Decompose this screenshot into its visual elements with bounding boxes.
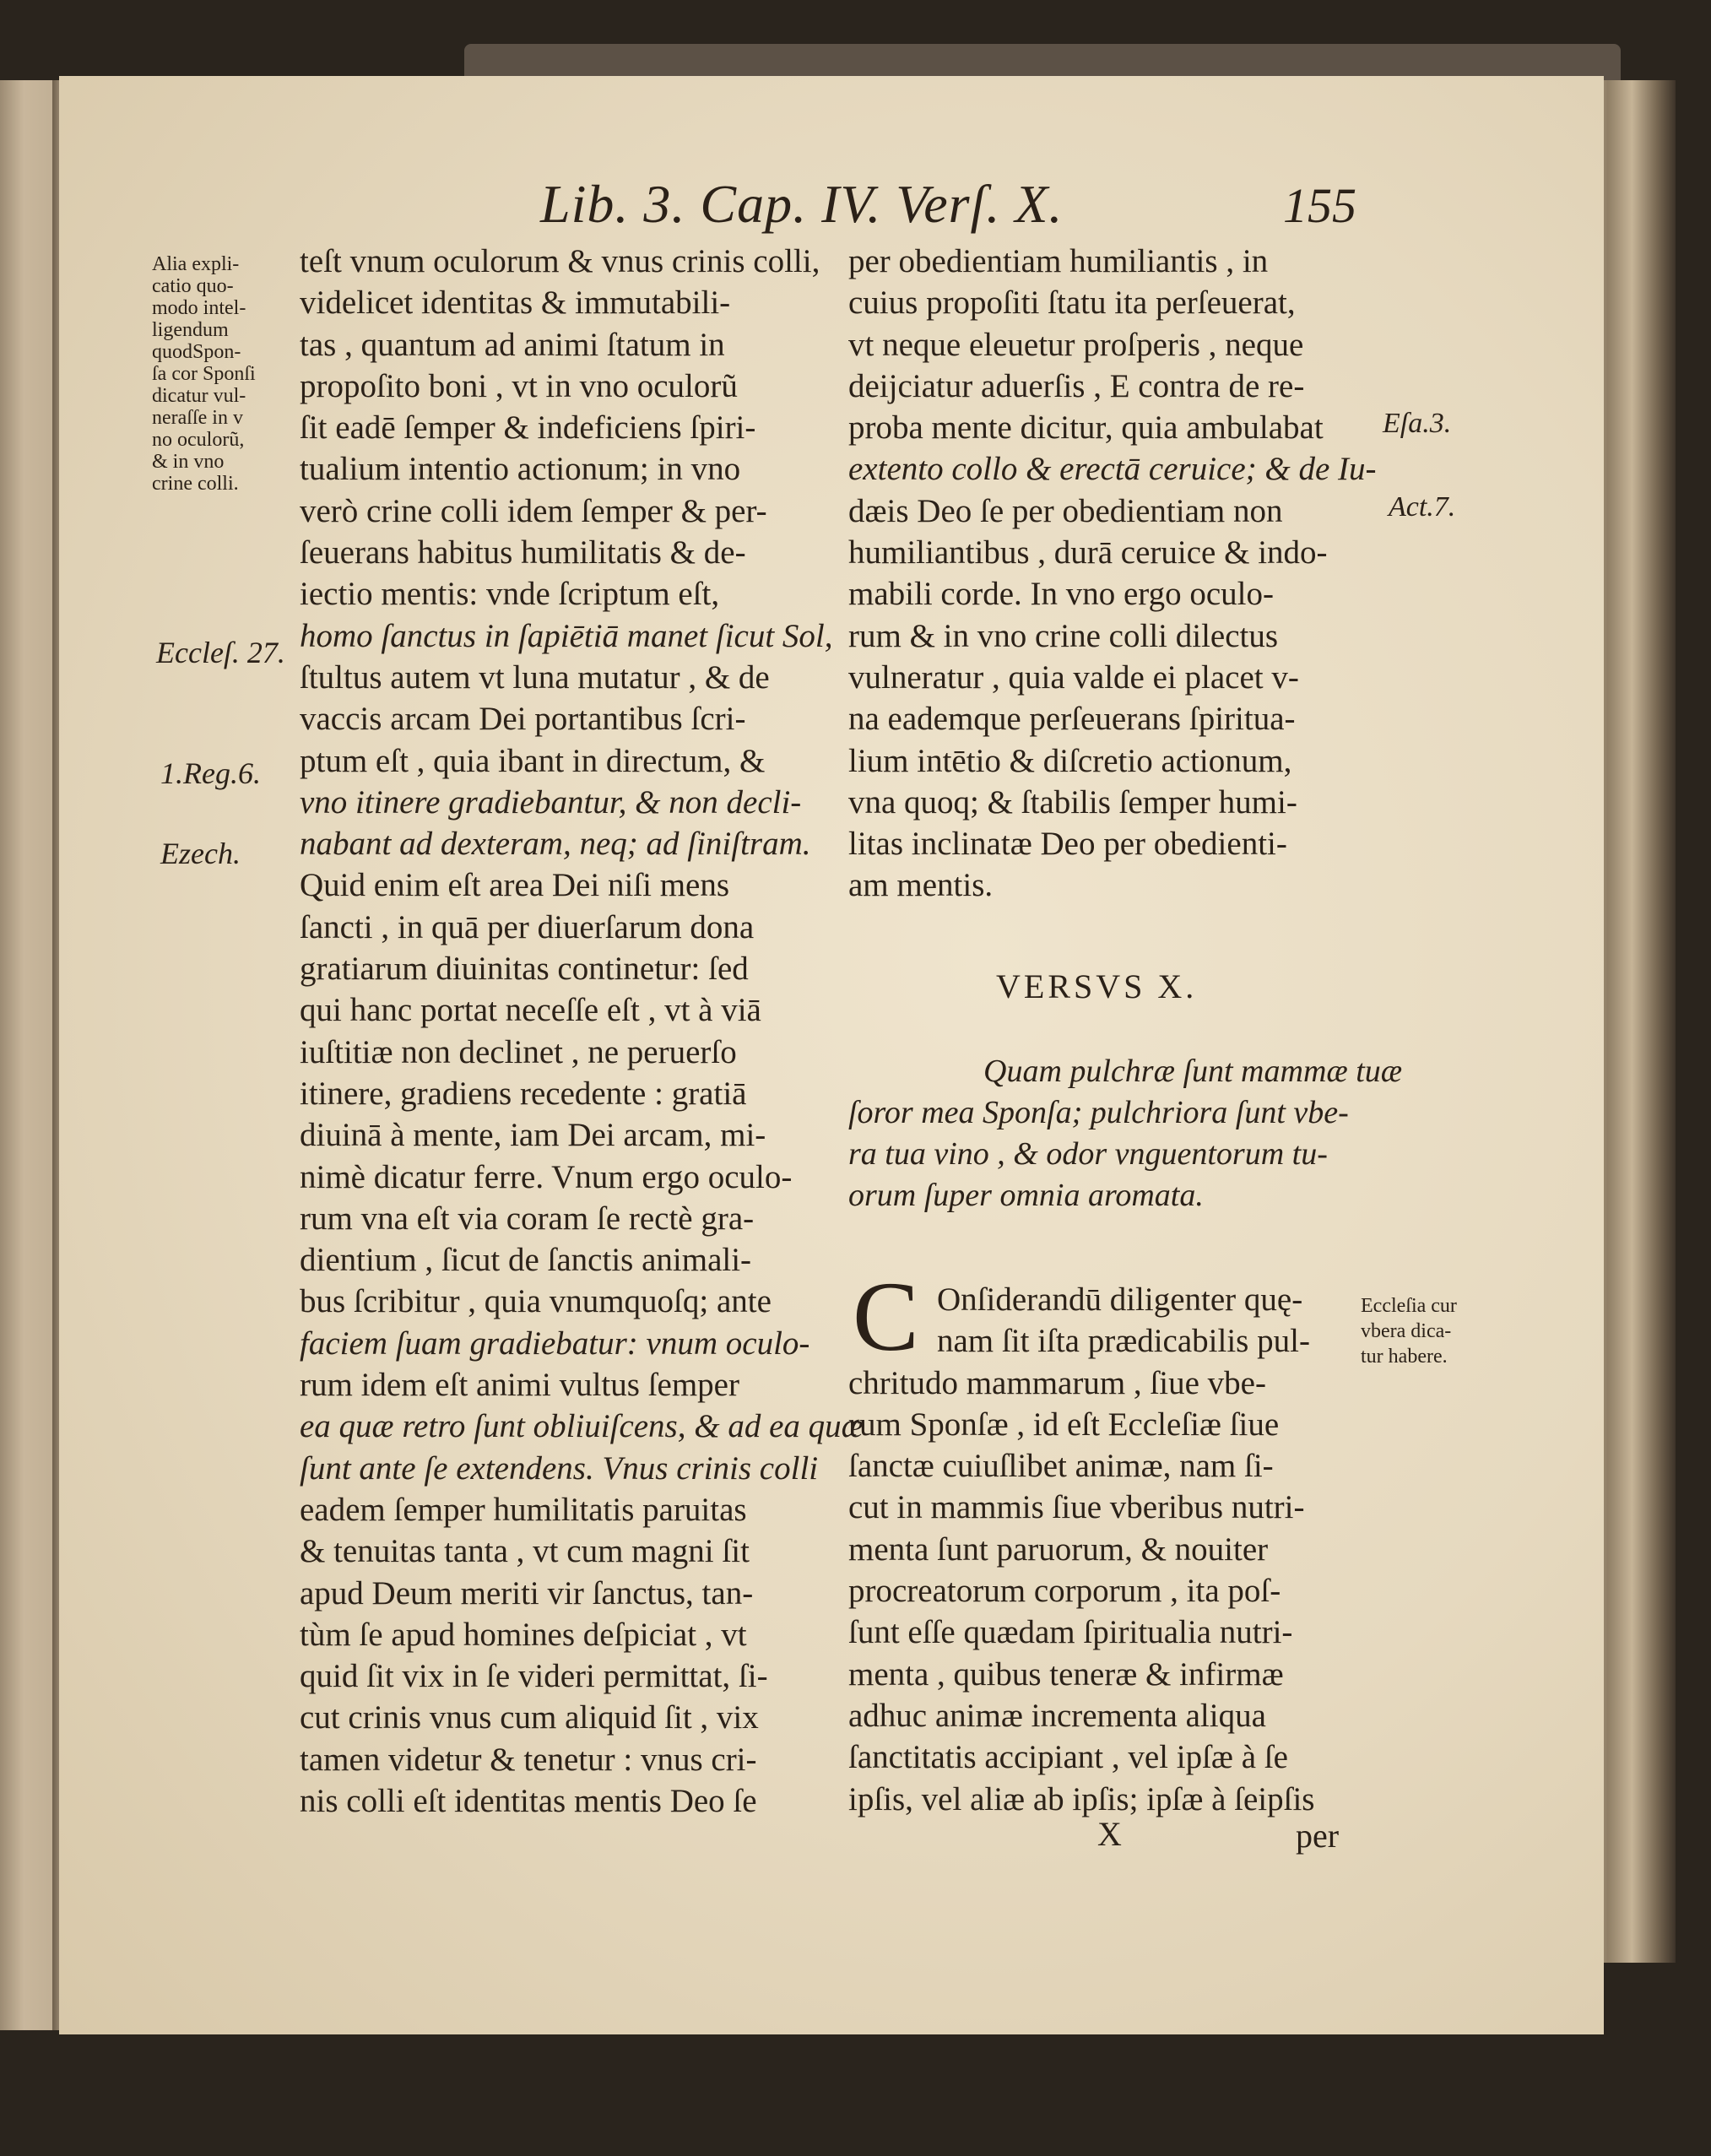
signature-mark: X [1097,1815,1122,1853]
text-line: ſunt ante ſe extendens. Vnus crinis colli [300,1449,819,1487]
text-line: ſancti , in quā per diuerſarum dona [300,908,755,945]
drop-cap: C [853,1261,919,1372]
margin-note-ecclesia: Eccleſia cur vbera dica- tur habere. [1361,1295,1457,1368]
margin-ref-eccles: Eccleſ. 27. [156,636,285,669]
text-line: cut crinis vnus cum aliquid ſit , vix [300,1699,759,1736]
text-line: & tenuitas tanta , vt cum magni ſit [300,1533,750,1570]
text-line: ſit eadē ſemper & indeficiens ſpiri- [300,409,756,447]
text-line: proba mente dicitur, quia ambulabat [848,409,1324,447]
text-line: itinere, gradiens recedente : gratiā [300,1075,747,1112]
text-line: lium intētio & diſcretio actionum, [848,742,1292,779]
verse-text [848,1051,1402,1216]
text-line: diuinā à mente, iam Dei arcam, mi- [300,1117,766,1154]
text-line: nam ſit iſta prædicabilis pul- [937,1323,1310,1360]
text-line: per obedientiam humiliantis , in [848,243,1269,279]
text-line: vna quoq; & ſtabilis ſemper humi- [848,783,1297,821]
text-line: litas inclinatæ Deo per obedienti- [848,826,1287,863]
text-line: cut in mammis ſiue vberibus nutri- [848,1489,1305,1526]
text-line: bus ſcribitur , quia vnumquoſq; ante [300,1283,772,1320]
text-line: mabili corde. In vno ergo oculo- [848,576,1274,613]
text-line: menta ſunt paruorum, & nouiter [848,1530,1269,1568]
text-line: extento collo & erectā ceruice; & de Iu- [848,451,1377,488]
verse-line: ra tua vino , & odor vnguentorum tu- [848,1136,1328,1172]
text-line: apud Deum meriti vir ſanctus, tan- [300,1574,754,1612]
text-line: iectio mentis: vnde ſcriptum eſt, [300,576,720,613]
text-line: deijciatur aduerſis , E contra de re- [848,367,1305,404]
text-line: rum Sponſæ , id eſt Eccleſiæ ſiue [848,1406,1280,1443]
text-line: procreatorum corporum , ita poſ- [848,1573,1281,1610]
margin-ref-act: Act.7. [1389,491,1456,523]
text-line: verò crine colli idem ſemper & per- [300,492,767,529]
margin-ref-reg: 1.Reg.6. [160,756,261,790]
text-line: chritudo mammarum , ſiue vbe- [848,1364,1266,1401]
text-line: ſanctitatis accipiant , vel ipſæ à ſe [848,1739,1288,1776]
text-line: vaccis arcam Dei portantibus ſcri- [300,701,746,738]
section-heading: VERSVS X. [996,967,1198,1005]
right-text-column [848,241,1376,907]
text-line: nimè dicatur ferre. Vnum ergo oculo- [300,1158,793,1195]
text-line: teſt vnum oculorum & vnus crinis colli, [300,243,820,279]
text-line: vno itinere gradiebantur, & non decli- [300,783,802,821]
text-line: rum & in vno crine colli dilectus [848,617,1279,654]
text-line: Onſiderandū diligenter quę- [937,1281,1303,1318]
text-line: adhuc animæ incrementa aliqua [848,1697,1266,1734]
text-line: vt neque eleuetur proſperis , neque [848,326,1304,363]
text-line: dientium , ſicut de ſanctis animali- [300,1242,752,1279]
text-line: gratiarum diuinitas continetur: ſed [300,951,749,988]
text-line: tamen videtur & tenetur : vnus cri- [300,1741,757,1778]
text-line: quid ſit vix in ſe videri permittat, ſi- [300,1658,768,1695]
text-line: humiliantibus , durā ceruice & indo- [848,534,1328,572]
text-line: tas , quantum ad animi ſtatum in [300,326,725,363]
text-line: nabant ad dexteram, neq; ad ſiniſtram. [300,826,811,863]
verse-line: ſoror mea Sponſa; pulchriora ſunt vbe- [848,1095,1349,1130]
text-line: cuius propoſiti ſtatu ita perſeuerat, [848,284,1296,322]
text-line: ſanctæ cuiuſlibet animæ, nam ſi- [848,1448,1274,1485]
text-line: videlicet identitas & immutabili- [300,284,731,322]
text-line: menta , quibus teneræ & infirmæ [848,1655,1284,1693]
text-line: ea quæ retro ſunt obliuiſcens, & ad ea quæ [300,1408,864,1445]
text-line: ptum eſt , quia ibant in directum, & [300,742,766,779]
catchword: per [1296,1817,1340,1855]
text-line: homo ſanctus in ſapiētiā manet ſicut Sol, [300,617,833,654]
text-line: am mentis. [848,867,994,904]
text-line: iuſtitiæ non declinet , ne peruerſo [300,1033,737,1070]
margin-ref-esa: Eſa.3. [1383,408,1452,439]
margin-ref-ezech: Ezech. [160,837,241,870]
text-line: ſtultus autem vt luna mutatur , & de [300,658,770,696]
page-number: 155 [1283,178,1356,233]
text-line: vulneratur , quia valde ei placet v- [848,658,1299,696]
verse-line: orum ſuper omnia aromata. [848,1178,1204,1213]
verse-line: Quam pulchræ ſunt mammæ tuæ [983,1054,1403,1089]
text-line: na eademque perſeuerans ſpiritua- [848,701,1296,738]
text-line: rum idem eſt animi vultus ſemper [300,1367,739,1404]
text-line: propoſito boni , vt in vno oculorũ [300,367,738,404]
text-line: ſunt eſſe quædam ſpiritualia nutri- [848,1614,1293,1651]
commentary-text [848,1279,1314,1820]
text-line: Quid enim eſt area Dei niſi mens [300,867,730,904]
margin-note-alia: Alia expli- catio quo- modo intel- ligendum quodSpon- ſa cor Sponſi dicatur vul- neraſſe in v no oculorũ, & in vno crine colli. [152,253,256,495]
text-line: dæis Deo ſe per obedientiam non [848,492,1283,529]
left-page-edge [0,80,59,2030]
text-line: nis colli eſt identitas mentis Deo ſe [300,1782,757,1819]
text-line: tùm ſe apud homines deſpiciat , vt [300,1616,747,1653]
running-title: Lib. 3. Cap. IV. Verſ. X. [540,174,1064,234]
text-line: ipſis, vel aliæ ab ipſis; ipſæ à ſeipſis [848,1780,1315,1817]
text-line: qui hanc portat neceſſe eſt , vt à viā [300,992,761,1029]
text-line: ſeuerans habitus humilitatis & de- [300,534,746,572]
text-line: eadem ſemper humilitatis paruitas [300,1491,747,1528]
text-line: tualium intentio actionum; in vno [300,451,741,488]
text-line: faciem ſuam gradiebatur: vnum oculo- [300,1324,810,1362]
text-line: rum vna eſt via coram ſe rectè gra- [300,1200,755,1237]
left-text-column [300,241,864,1822]
